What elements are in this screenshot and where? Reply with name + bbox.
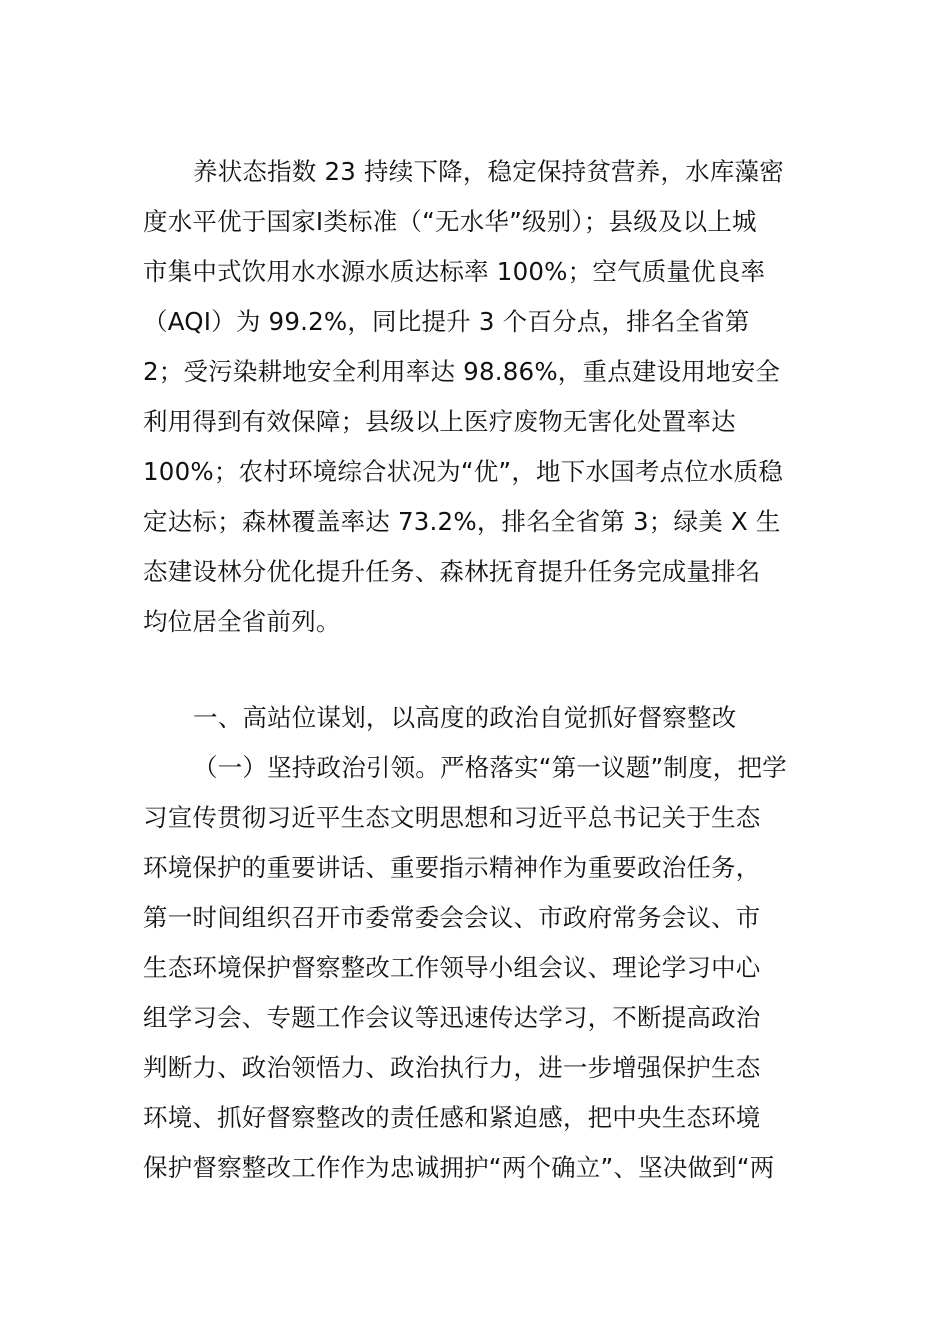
text-line: 度水平优于国家Ⅰ类标准（“无水华”级别）；县级及以上城 [143,207,757,236]
text-line: 组学习会、专题工作会议等迅速传达学习，不断提高政治 [143,1003,761,1032]
text-line: 利用得到有效保障；县级以上医疗废物无害化处置率达 [143,407,736,436]
text-line: （AQI）为 99.2%，同比提升 3 个百分点，排名全省第 [143,307,750,336]
text-line: 保护督察整改工作作为忠诚拥护“两个确立”、坚决做到“两 [143,1153,775,1182]
document-page [143,147,813,1193]
text-line: 养状态指数 23 持续下降，稳定保持贫营养，水库藻密 [193,157,784,186]
text-line: 定达标；森林覆盖率达 73.2%，排名全省第 3；绿美 X 生 [143,507,781,536]
section-heading [143,693,813,743]
text-line: 均位居全省前列。 [143,607,341,636]
text-line: 环境保护的重要讲话、重要指示精神作为重要政治任务， [143,853,761,882]
text-line: 第一时间组织召开市委常委会会议、市政府常务会议、市 [143,903,761,932]
text-line: 生态环境保护督察整改工作领导小组会议、理论学习中心 [143,953,761,982]
text-line: 判断力、政治领悟力、政治执行力，进一步增强保护生态 [143,1053,761,1082]
paragraph-summary [143,147,813,647]
text-line: 态建设林分优化提升任务、森林抚育提升任务完成量排名 [143,557,761,586]
paragraph-political-guidance [143,743,813,1193]
text-line: （一）坚持政治引领。严格落实“第一议题”制度，把学 [193,753,787,782]
text-line: 市集中式饮用水水源水质达标率 100%；空气质量优良率 [143,257,766,286]
text-line: 习宣传贯彻习近平生态文明思想和习近平总书记关于生态 [143,803,761,832]
text-line: 2；受污染耕地安全利用率达 98.86%，重点建设用地安全 [143,357,781,386]
heading-line: 一、高站位谋划，以高度的政治自觉抓好督察整改 [193,703,737,732]
text-line: 100%；农村环境综合状况为“优”，地下水国考点位水质稳 [143,457,784,486]
text-line: 环境、抓好督察整改的责任感和紧迫感，把中央生态环境 [143,1103,761,1132]
